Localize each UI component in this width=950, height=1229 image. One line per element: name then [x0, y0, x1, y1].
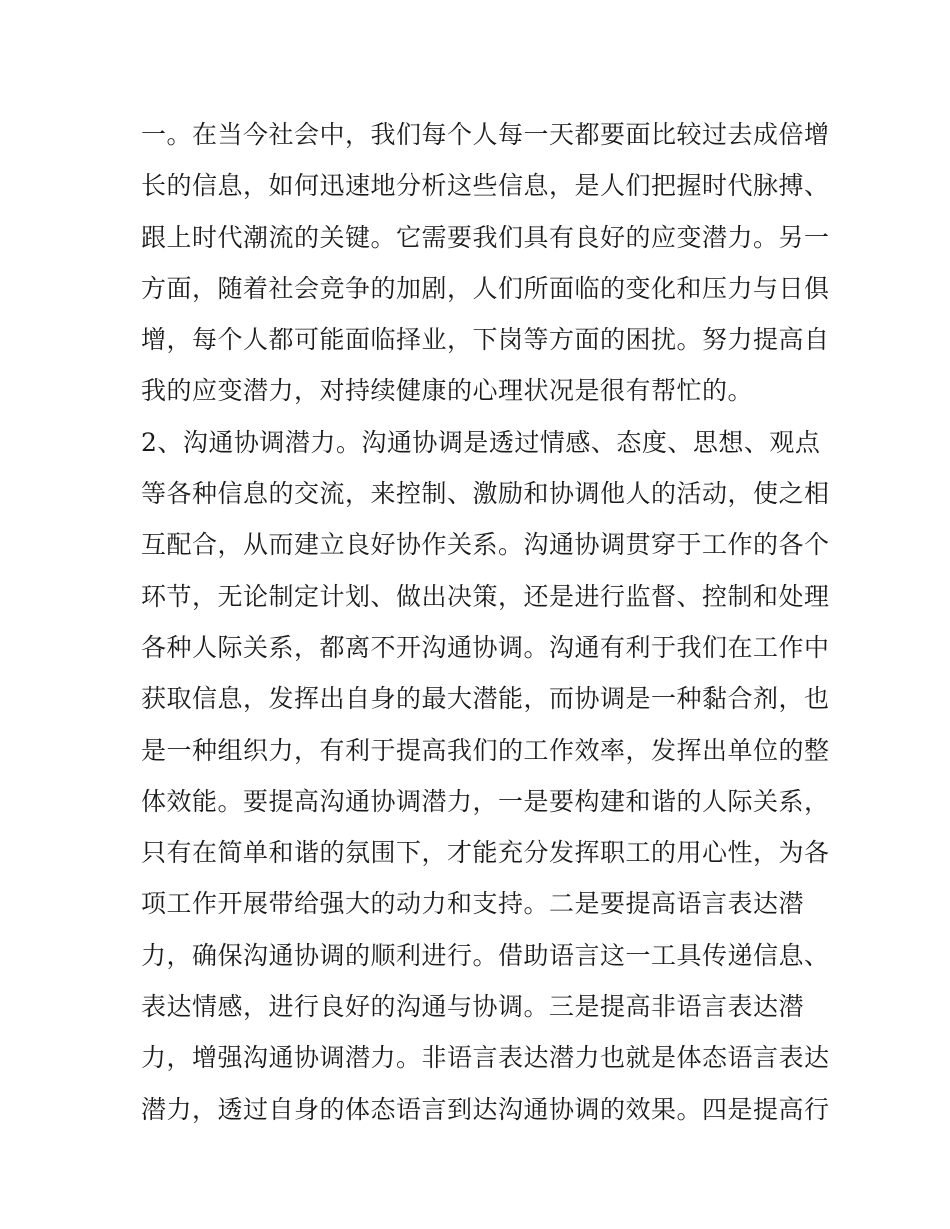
text-line: 一。在当今社会中，我们每个人每一天都要面比较过去成倍增 — [141, 120, 830, 149]
text-line: 项工作开展带给强大的动力和支持。二是要提高语言表达潜 — [141, 889, 805, 919]
text-line: 是一种组织力，有利于提高我们的工作效率，发挥出单位的整 — [141, 735, 830, 765]
text-line: 力，增强沟通协调潜力。非语言表达潜力也就是体态语言表达 — [141, 1043, 830, 1073]
text-line: 体效能。要提高沟通协调潜力，一是要构建和谐的人际关系， — [141, 786, 830, 816]
text-line: 互配合，从而建立良好协作关系。沟通协调贯穿于工作的各个 — [141, 530, 830, 560]
text-line: 潜力，透过自身的体态语言到达沟通协调的效果。四是提高行 — [141, 1094, 830, 1124]
text-line: 跟上时代潮流的关键。它需要我们具有良好的应变潜力。另一 — [141, 222, 830, 252]
text-line: 表达情感，进行良好的沟通与协调。三是提高非语言表达潜 — [141, 992, 805, 1022]
text-line: 长的信息，如何迅速地分析这些信息，是人们把握时代脉搏、 — [141, 171, 830, 201]
text-line: 环节，无论制定计划、做出决策，还是进行监督、控制和处理 — [141, 581, 830, 611]
text-line: 获取信息，发挥出自身的最大潜能，而协调是一种黏合剂，也 — [141, 684, 830, 714]
text-line: 增，每个人都可能面临择业，下岗等方面的困扰。努力提高自 — [141, 325, 830, 355]
text-line: 各种人际关系，都离不开沟通协调。沟通有利于我们在工作中 — [141, 632, 830, 662]
text-line: 2、沟通协调潜力。沟通协调是透过情感、态度、思想、观点 — [141, 427, 821, 457]
text-line: 力，确保沟通协调的顺利进行。借助语言这一工具传递信息、 — [141, 940, 830, 970]
document-body-text — [141, 109, 830, 1135]
text-line: 只有在简单和谐的氛围下，才能充分发挥职工的用心性，为各 — [141, 838, 830, 868]
text-line: 方面，随着社会竞争的加剧，人们所面临的变化和压力与日俱 — [141, 273, 830, 303]
text-line: 我的应变潜力，对持续健康的心理状况是很有帮忙的。 — [141, 376, 754, 406]
text-line: 等各种信息的交流，来控制、激励和协调他人的活动，使之相 — [141, 479, 830, 509]
